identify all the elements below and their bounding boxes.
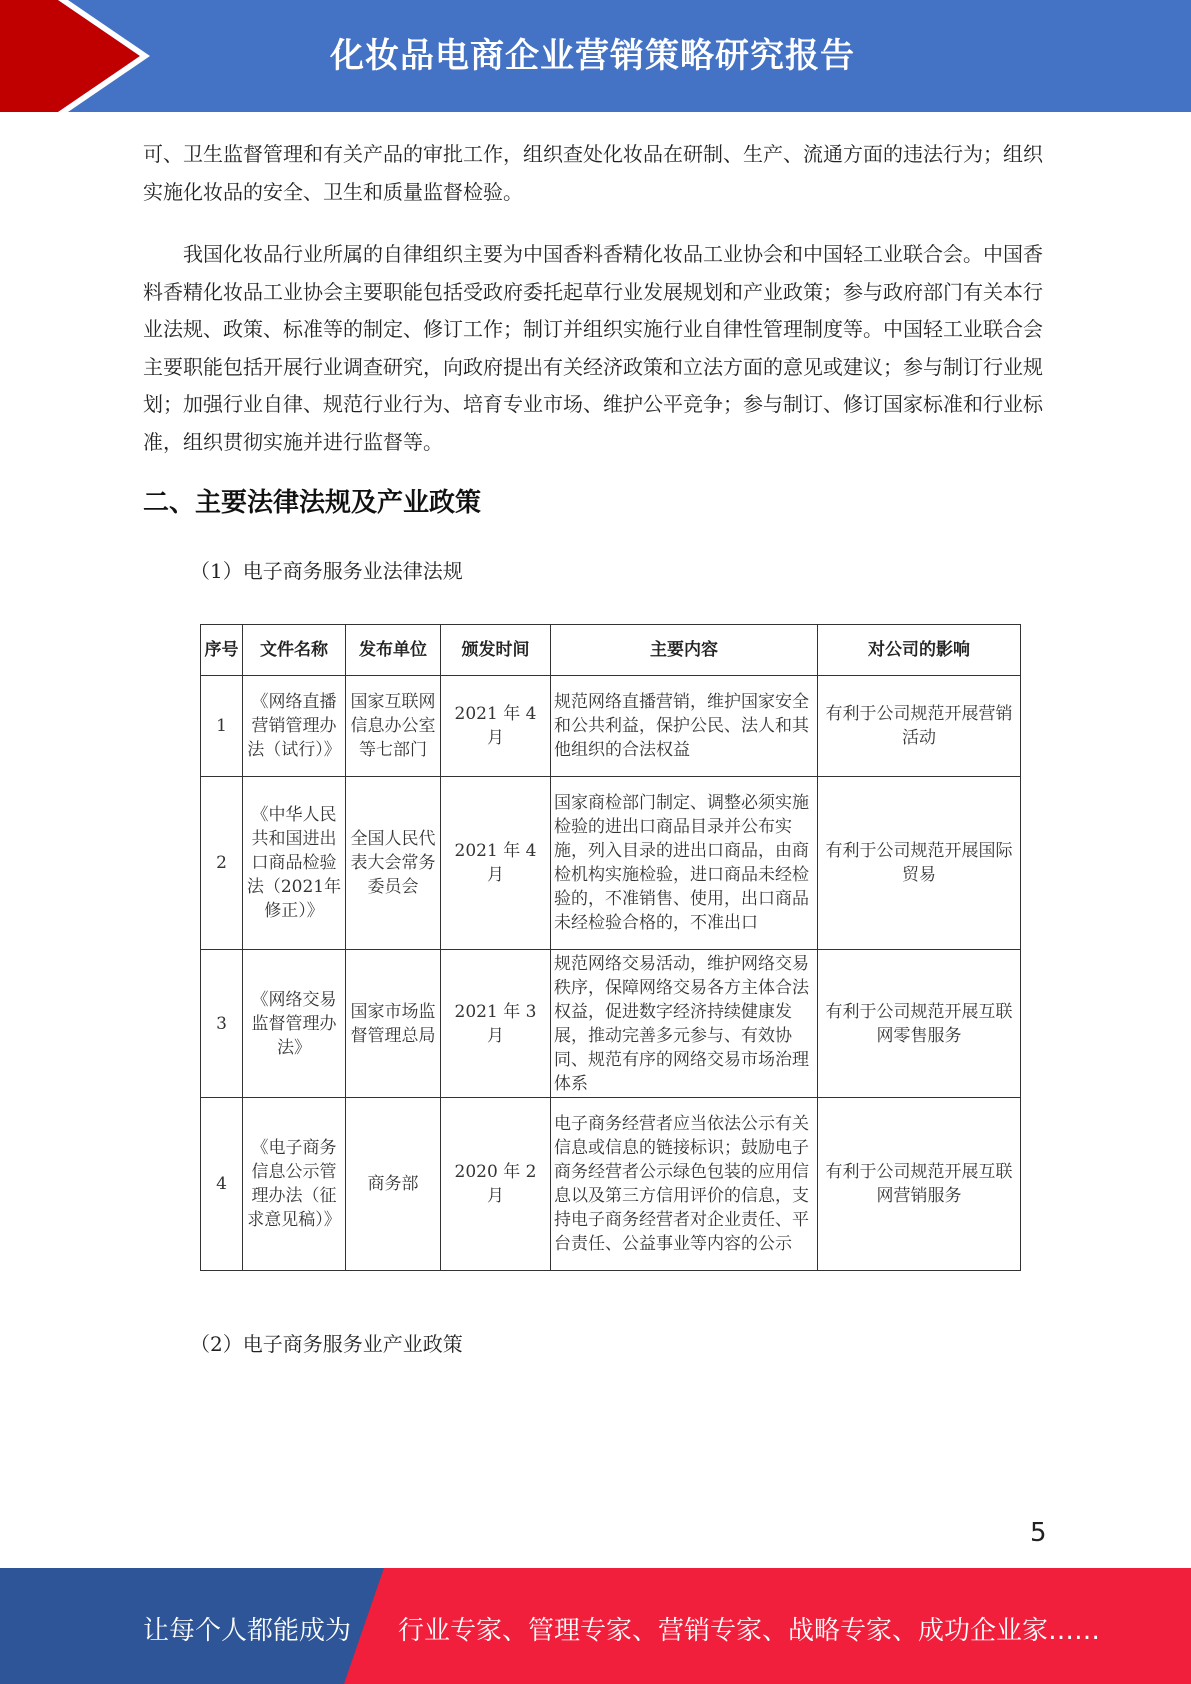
col-header-name: 文件名称 — [243, 625, 346, 676]
laws-table — [200, 624, 1021, 1271]
cell-date: 2021 年 4 月 — [441, 676, 551, 777]
cell-content: 规范网络交易活动，维护网络交易秩序，保障网络交易各方主体合法权益，促进数字经济持续健康发展，推动完善多元参与、有效协同、规范有序的网络交易市场治理体系 — [551, 950, 818, 1098]
page-number: 5 — [1030, 1518, 1047, 1548]
cell-impact: 有利于公司规范开展营销活动 — [818, 676, 1021, 777]
cell-date: 2021 年 3 月 — [441, 950, 551, 1098]
col-header-issuer: 发布单位 — [346, 625, 441, 676]
section-heading: 二、主要法律法规及产业政策 — [143, 488, 482, 518]
cell-content: 规范网络直播营销，维护国家安全和公共利益，保护公民、法人和其他组织的合法权益 — [551, 676, 818, 777]
paragraph-regulators: 可、卫生监督管理和有关产品的审批工作，组织查处化妆品在研制、生产、流通方面的违法行为；组织实施化妆品的安全、卫生和质量监督检验。 — [143, 142, 1043, 204]
page-footer — [0, 1568, 1191, 1684]
cell-impact: 有利于公司规范开展互联网营销服务 — [818, 1098, 1021, 1271]
table-row — [201, 777, 1021, 950]
cell-content: 国家商检部门制定、调整必须实施检验的进出口商品目录并公布实施，列入目录的进出口商品，由商检机构实施检验，进口商品未经检验的，不准销售、使用，出口商品未经检验合格的，不准出口 — [551, 777, 818, 950]
cell-impact: 有利于公司规范开展互联网零售服务 — [818, 950, 1021, 1098]
cell-issuer: 国家市场监督管理总局 — [346, 950, 441, 1098]
cell-issuer: 商务部 — [346, 1098, 441, 1271]
footer-slogan-right: 行业专家、管理专家、营销专家、战略专家、成功企业家…… — [398, 1616, 1101, 1646]
footer-slogan-left: 让每个人都能成为 — [143, 1616, 352, 1646]
cell-date: 2021 年 4 月 — [441, 777, 551, 950]
table-row — [201, 676, 1021, 777]
sub-heading-policies: （2）电子商务服务业产业政策 — [190, 1332, 463, 1356]
report-title: 化妆品电商企业营销策略研究报告 — [330, 36, 855, 76]
col-header-no: 序号 — [201, 625, 243, 676]
cell-name: 《网络交易监督管理办法》 — [243, 950, 346, 1098]
cell-no: 3 — [201, 950, 243, 1098]
col-header-impact: 对公司的影响 — [818, 625, 1021, 676]
paragraph-self-regulatory: 我国化妆品行业所属的自律组织主要为中国香料香精化妆品工业协会和中国轻工业联合会。中国香料香精化妆品工业协会主要职能包括受政府委托起草行业发展规划和产业政策；参与政府部门有关本行业法规、政策、标准等的制定、修订工作；制订并组织实施行业自律性管理制度等。中国轻工业联合会主要职能包括开展行业调查研究，向政府提出有关经济政策和立法方面的意见或建议；参与制订行业规划；加强行业自律、规范行业行为、培育专业市场、维护公平竞争；参与制订、修订国家标准和行业标准，组织贯彻实施并进行监督等。 — [143, 242, 1043, 454]
cell-name: 《电子商务信息公示管理办法（征求意见稿）》 — [243, 1098, 346, 1271]
cell-issuer: 全国人民代表大会常务委员会 — [346, 777, 441, 950]
col-header-date: 颁发时间 — [441, 625, 551, 676]
cell-no: 4 — [201, 1098, 243, 1271]
cell-issuer: 国家互联网信息办公室等七部门 — [346, 676, 441, 777]
table-row — [201, 950, 1021, 1098]
sub-heading-laws: （1）电子商务服务业法律法规 — [190, 559, 463, 583]
cell-content: 电子商务经营者应当依法公示有关信息或信息的链接标识；鼓励电子商务经营者公示绿色包装的应用信息以及第三方信用评价的信息，支持电子商务经营者对企业责任、平台责任、公益事业等内容的公示 — [551, 1098, 818, 1271]
cell-date: 2020 年 2 月 — [441, 1098, 551, 1271]
cell-no: 1 — [201, 676, 243, 777]
cell-no: 2 — [201, 777, 243, 950]
table-header-row — [201, 625, 1021, 676]
page-header — [0, 0, 1191, 112]
cell-name: 《网络直播营销管理办法（试行）》 — [243, 676, 346, 777]
cell-name: 《中华人民共和国进出口商品检验法（2021年修正）》 — [243, 777, 346, 950]
cell-impact: 有利于公司规范开展国际贸易 — [818, 777, 1021, 950]
table-row — [201, 1098, 1021, 1271]
col-header-content: 主要内容 — [551, 625, 818, 676]
